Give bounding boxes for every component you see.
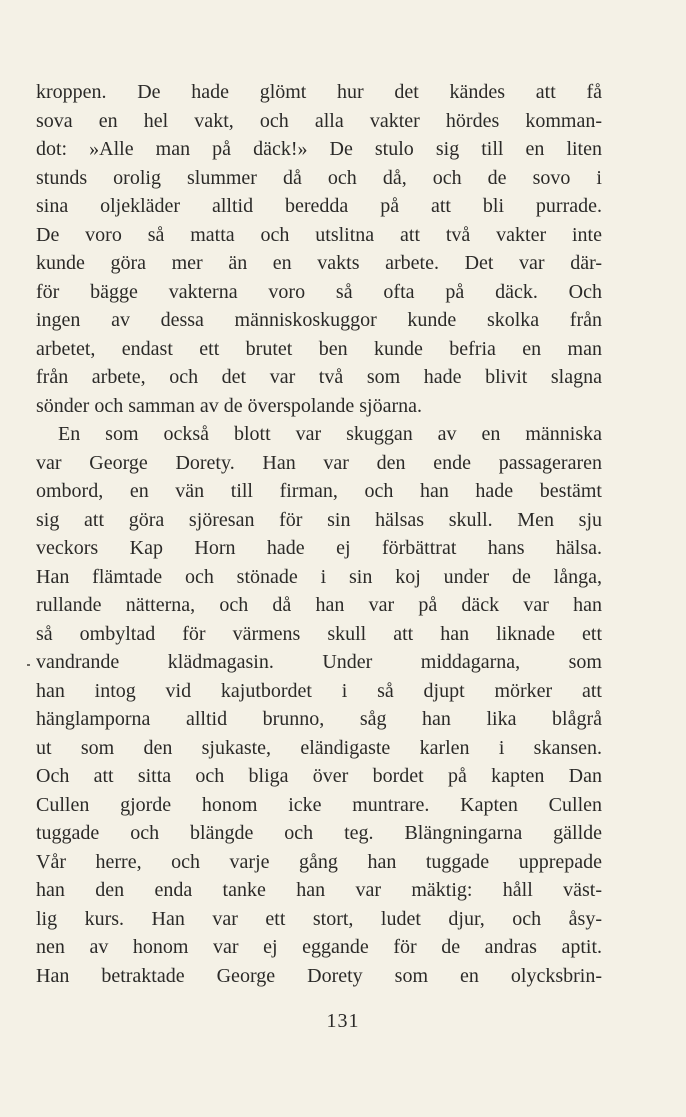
- text-line: ingen av dessa människoskuggor kunde skolka från: [36, 309, 602, 331]
- text-line: En som också blott var skuggan av en människa: [58, 423, 602, 445]
- text-line: stunds orolig slummer då och då, och de sovo i: [36, 166, 602, 189]
- text-line: arbetet, endast ett brutet ben kunde befria en man: [36, 337, 602, 360]
- body-text: [36, 78, 602, 990]
- text-line: sova en hel vakt, och alla vakter hördes komman-: [36, 109, 602, 132]
- text-line: Han flämtade och stönade i sin koj under de långa,: [36, 565, 602, 588]
- text-line: kroppen. De hade glömt hur det kändes att få: [36, 81, 602, 103]
- text-line: han intog vid kajutbordet i så djupt mörker att: [36, 679, 602, 702]
- text-line: så ombyltad för värmens skull att han liknade ett: [36, 622, 602, 645]
- text-line: De voro så matta och utslitna att två vakter inte: [36, 223, 602, 246]
- text-line: sig att göra sjöresan för sin hälsas skull. Men sju: [36, 508, 602, 531]
- margin-mark: [27, 664, 30, 666]
- text-line: tuggade och blängde och teg. Blängningarna gällde: [36, 822, 602, 844]
- text-line: för bägge vakterna voro så ofta på däck. Och: [36, 280, 602, 303]
- text-line: vandrande klädmagasin. Under middagarna, som: [36, 651, 602, 673]
- text-line: hänglamporna alltid brunno, såg han lika blågrå: [36, 708, 602, 730]
- page-number: 131: [326, 1010, 360, 1032]
- text-line: sina oljekläder alltid beredda på att bli purrade.: [36, 195, 602, 217]
- text-line: lig kurs. Han var ett stort, ludet djur, och åsy-: [36, 907, 602, 930]
- text-line: Han betraktade George Dorety som en olycksbrin-: [36, 964, 602, 987]
- text-line: kunde göra mer än en vakts arbete. Det var där-: [36, 252, 602, 274]
- text-line: Vår herre, och varje gång han tuggade upprepade: [36, 850, 602, 873]
- text-line: veckors Kap Horn hade ej förbättrat hans hälsa.: [36, 537, 602, 559]
- text-line: Och att sitta och bliga över bordet på kapten Dan: [36, 765, 602, 787]
- text-line: ut som den sjukaste, eländigaste karlen i skansen.: [36, 736, 602, 759]
- text-line: rullande nätterna, och då han var på däck var han: [36, 594, 602, 616]
- text-line: nen av honom var ej eggande för de andras aptit.: [36, 936, 602, 958]
- text-line: dot: »Alle man på däck!» De stulo sig till en liten: [36, 138, 602, 160]
- text-line: sönder och samman av de överspolande sjöarna.: [36, 394, 422, 417]
- text-line: från arbete, och det var två som hade blivit slagna: [36, 366, 602, 388]
- text-line: ombord, en vän till firman, och han hade bestämt: [36, 480, 602, 502]
- text-line: han den enda tanke han var mäktig: håll väst-: [36, 879, 602, 901]
- text-line: var George Dorety. Han var den ende passageraren: [36, 451, 602, 474]
- text-line: Cullen gjorde honom icke muntrare. Kapten Cullen: [36, 793, 602, 816]
